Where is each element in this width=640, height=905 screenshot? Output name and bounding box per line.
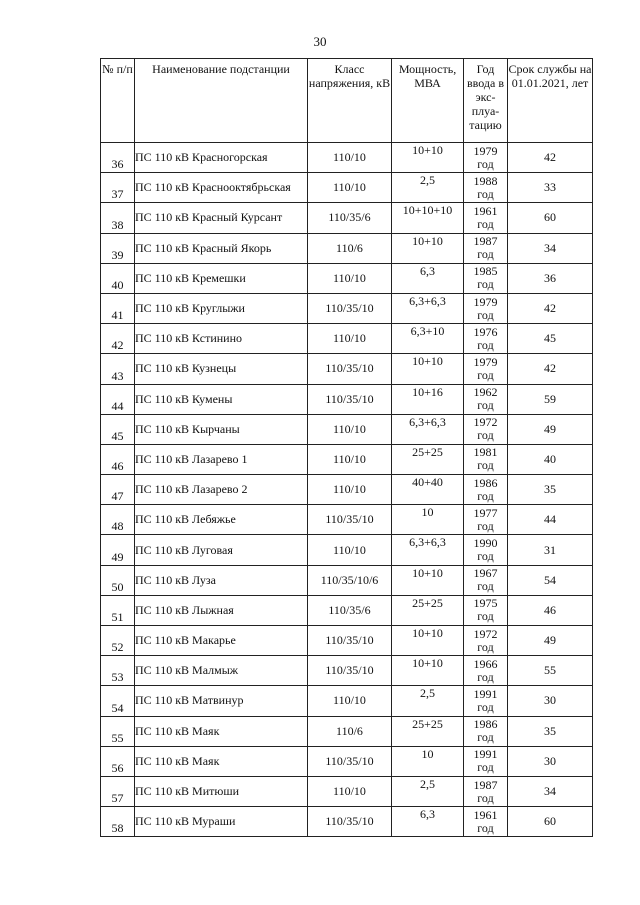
year-value: 1985 [473,264,498,279]
cell-num: 49 [101,535,135,565]
cell-num: 53 [101,656,135,686]
cell-voltage-class: 110/10 [308,776,392,806]
year-value: 1988 [473,173,498,188]
cell-name: ПС 110 кВ Лазарево 2 [135,475,308,505]
cell-num: 36 [101,143,135,173]
year-unit: год [477,820,494,835]
year-value: 1981 [473,445,498,460]
cell-num: 48 [101,505,135,535]
table-row [101,414,593,444]
cell-power: 6,3 [392,263,464,293]
cell-num: 54 [101,686,135,716]
cell-name: ПС 110 кВ Красный Курсант [135,203,308,233]
cell-year [464,686,508,716]
year-unit: год [477,699,494,714]
cell-power: 10+10 [392,354,464,384]
table-row [101,444,593,474]
cell-name: ПС 110 кВ Кумены [135,384,308,414]
cell-service-life: 45 [508,324,593,354]
substations-table [100,58,593,837]
cell-power: 25+25 [392,716,464,746]
table-row [101,203,593,233]
table-row [101,595,593,625]
cell-year [464,444,508,474]
table-header-row [101,59,593,143]
table-row [101,505,593,535]
cell-service-life: 30 [508,746,593,776]
cell-voltage-class: 110/10 [308,414,392,444]
cell-power: 6,3+6,3 [392,293,464,323]
year-value: 1991 [473,747,498,762]
cell-name: ПС 110 кВ Мураши [135,807,308,837]
cell-num: 52 [101,626,135,656]
table-row [101,776,593,806]
cell-name: ПС 110 кВ Красногорская [135,143,308,173]
cell-name: ПС 110 кВ Лазарево 1 [135,444,308,474]
cell-voltage-class: 110/6 [308,233,392,263]
cell-power: 10 [392,746,464,776]
cell-num: 55 [101,716,135,746]
cell-year [464,384,508,414]
cell-name: ПС 110 кВ Кузнецы [135,354,308,384]
cell-voltage-class: 110/35/10 [308,626,392,656]
year-value: 1961 [473,203,498,218]
cell-num: 57 [101,776,135,806]
cell-year [464,776,508,806]
cell-year [464,354,508,384]
year-value: 1987 [473,234,498,249]
table-row [101,324,593,354]
cell-service-life: 42 [508,293,593,323]
year-value: 1979 [473,143,498,158]
cell-power: 10+10 [392,565,464,595]
cell-service-life: 35 [508,475,593,505]
year-unit: год [477,669,494,684]
cell-service-life: 34 [508,233,593,263]
cell-year [464,626,508,656]
cell-service-life: 49 [508,414,593,444]
cell-num: 51 [101,595,135,625]
year-value: 1979 [473,294,498,309]
year-unit: год [477,367,494,382]
year-unit: год [477,156,494,171]
cell-service-life: 34 [508,776,593,806]
cell-num: 44 [101,384,135,414]
cell-name: ПС 110 кВ Маяк [135,716,308,746]
cell-power: 6,3+6,3 [392,535,464,565]
cell-service-life: 31 [508,535,593,565]
year-unit: год [477,337,494,352]
year-unit: год [477,186,494,201]
cell-power: 25+25 [392,444,464,474]
year-unit: год [477,609,494,624]
table-row [101,263,593,293]
cell-service-life: 60 [508,203,593,233]
cell-name: ПС 110 кВ Круглыжи [135,293,308,323]
year-unit: год [477,790,494,805]
cell-year [464,595,508,625]
cell-power: 10+10 [392,143,464,173]
cell-power: 2,5 [392,686,464,716]
cell-num: 38 [101,203,135,233]
cell-power: 10+10 [392,233,464,263]
cell-name: ПС 110 кВ Луза [135,565,308,595]
table-row [101,143,593,173]
cell-num: 47 [101,475,135,505]
cell-voltage-class: 110/10 [308,444,392,474]
cell-year [464,535,508,565]
cell-num: 46 [101,444,135,474]
cell-num: 42 [101,324,135,354]
year-unit: год [477,760,494,775]
cell-power: 10+10 [392,656,464,686]
cell-voltage-class: 110/35/6 [308,595,392,625]
year-value: 1991 [473,686,498,701]
table-row [101,354,593,384]
cell-service-life: 36 [508,263,593,293]
cell-num: 41 [101,293,135,323]
cell-service-life: 42 [508,143,593,173]
table-row [101,656,593,686]
cell-num: 43 [101,354,135,384]
cell-name: ПС 110 кВ Лебяжье [135,505,308,535]
year-value: 1977 [473,505,498,520]
table-row [101,746,593,776]
year-unit: год [477,639,494,654]
cell-num: 58 [101,807,135,837]
cell-voltage-class: 110/35/10/6 [308,565,392,595]
year-unit: год [477,518,494,533]
cell-voltage-class: 110/35/10 [308,293,392,323]
cell-voltage-class: 110/10 [308,143,392,173]
cell-voltage-class: 110/10 [308,263,392,293]
cell-power: 6,3 [392,807,464,837]
table-row [101,475,593,505]
year-value: 1966 [473,656,498,671]
cell-service-life: 33 [508,173,593,203]
cell-voltage-class: 110/35/10 [308,354,392,384]
year-value: 1986 [473,717,498,732]
cell-name: ПС 110 кВ Кремешки [135,263,308,293]
cell-name: ПС 110 кВ Матвинур [135,686,308,716]
header-num: № п/п [101,59,135,143]
table-row [101,565,593,595]
year-value: 1976 [473,324,498,339]
cell-year [464,807,508,837]
year-value: 1972 [473,626,498,641]
table-row [101,626,593,656]
cell-year [464,143,508,173]
year-value: 1961 [473,807,498,822]
cell-name: ПС 110 кВ Лыжная [135,595,308,625]
header-voltage-class: Класс напряжения, кВ [308,59,392,143]
cell-power: 10+10+10 [392,203,464,233]
cell-voltage-class: 110/35/10 [308,746,392,776]
cell-year [464,173,508,203]
cell-num: 39 [101,233,135,263]
cell-service-life: 55 [508,656,593,686]
cell-name: ПС 110 кВ Краснооктябрьская [135,173,308,203]
cell-num: 45 [101,414,135,444]
header-service-life: Срок службы на 01.01.2021, лет [508,59,593,143]
cell-year [464,475,508,505]
cell-voltage-class: 110/10 [308,535,392,565]
year-value: 1986 [473,475,498,490]
cell-name: ПС 110 кВ Кстинино [135,324,308,354]
table-row [101,293,593,323]
cell-voltage-class: 110/35/6 [308,203,392,233]
cell-name: ПС 110 кВ Красный Якорь [135,233,308,263]
page-number: 30 [313,34,327,49]
table-row [101,716,593,746]
cell-power: 2,5 [392,776,464,806]
header-power: Мощность, МВА [392,59,464,143]
cell-voltage-class: 110/35/10 [308,656,392,686]
cell-num: 56 [101,746,135,776]
cell-num: 40 [101,263,135,293]
cell-service-life: 49 [508,626,593,656]
cell-voltage-class: 110/10 [308,324,392,354]
cell-service-life: 59 [508,384,593,414]
table-body [101,143,593,837]
year-value: 1990 [473,536,498,551]
table-row [101,686,593,716]
cell-year [464,293,508,323]
table-row [101,807,593,837]
cell-voltage-class: 110/35/10 [308,505,392,535]
cell-name: ПС 110 кВ Макарье [135,626,308,656]
cell-voltage-class: 110/10 [308,173,392,203]
cell-year [464,324,508,354]
year-value: 1962 [473,385,498,400]
year-unit: год [477,247,494,262]
year-value: 1975 [473,596,498,611]
cell-num: 37 [101,173,135,203]
cell-service-life: 40 [508,444,593,474]
year-unit: год [477,488,494,503]
cell-service-life: 44 [508,505,593,535]
year-unit: год [477,549,494,564]
cell-service-life: 46 [508,595,593,625]
cell-voltage-class: 110/6 [308,716,392,746]
cell-year [464,716,508,746]
cell-year [464,233,508,263]
cell-power: 6,3+10 [392,324,464,354]
cell-num: 50 [101,565,135,595]
cell-service-life: 54 [508,565,593,595]
cell-year [464,505,508,535]
cell-name: ПС 110 кВ Митюши [135,776,308,806]
header-name: Наименование подстанции [135,59,308,143]
table-row [101,384,593,414]
year-unit: год [477,579,494,594]
cell-service-life: 30 [508,686,593,716]
cell-voltage-class: 110/10 [308,475,392,505]
year-unit: год [477,216,494,231]
cell-power: 40+40 [392,475,464,505]
cell-voltage-class: 110/10 [308,686,392,716]
cell-name: ПС 110 кВ Луговая [135,535,308,565]
cell-year [464,746,508,776]
cell-name: ПС 110 кВ Малмыж [135,656,308,686]
year-unit: год [477,458,494,473]
cell-power: 10+10 [392,626,464,656]
cell-year [464,656,508,686]
cell-power: 10 [392,505,464,535]
year-unit: год [477,307,494,322]
table-row [101,233,593,263]
cell-service-life: 60 [508,807,593,837]
year-unit: год [477,398,494,413]
year-value: 1979 [473,354,498,369]
cell-power: 6,3+6,3 [392,414,464,444]
cell-year [464,203,508,233]
year-value: 1972 [473,415,498,430]
cell-service-life: 42 [508,354,593,384]
cell-voltage-class: 110/35/10 [308,384,392,414]
year-unit: год [477,730,494,745]
table-row [101,535,593,565]
cell-power: 10+16 [392,384,464,414]
cell-service-life: 35 [508,716,593,746]
cell-year [464,565,508,595]
year-unit: год [477,428,494,443]
year-value: 1987 [473,777,498,792]
cell-year [464,414,508,444]
table-row [101,173,593,203]
cell-year [464,263,508,293]
year-value: 1967 [473,566,498,581]
cell-name: ПС 110 кВ Маяк [135,746,308,776]
cell-voltage-class: 110/35/10 [308,807,392,837]
cell-power: 25+25 [392,595,464,625]
year-unit: год [477,277,494,292]
cell-name: ПС 110 кВ Кырчаны [135,414,308,444]
cell-power: 2,5 [392,173,464,203]
header-year: Год ввода в экс-плуа-тацию [464,59,508,143]
